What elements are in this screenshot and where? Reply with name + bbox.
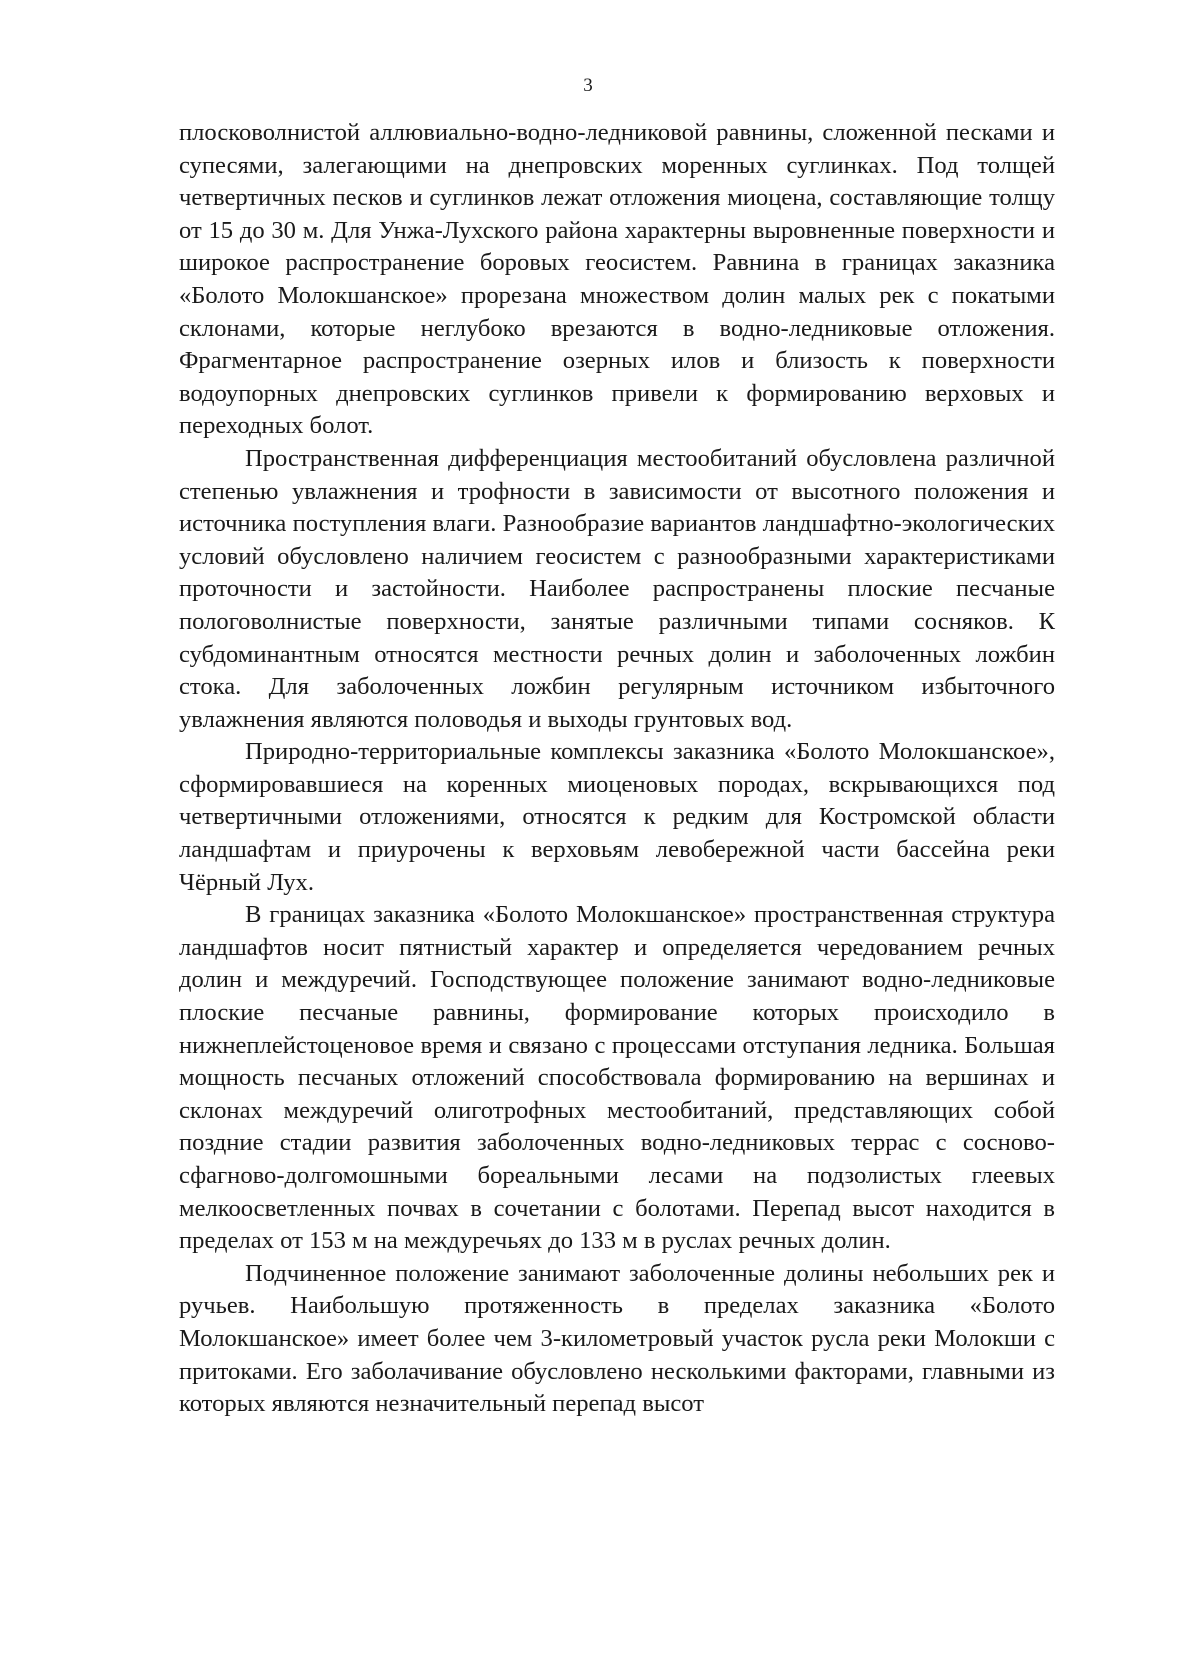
body-text <box>179 117 1055 1421</box>
paragraph-5: Подчиненное положение занимают заболоченные долины небольших рек и ручьев. Наибольшую протяженность в пределах заказника «Болото Молокшанское» имеет более чем 3-километровый участок русла реки Молокши с притоками. Его заболачивание обусловлено несколькими факторами, главными из которых являются незначительный перепад высот <box>179 1259 1055 1418</box>
paragraph-2: Пространственная дифференциация местообитаний обусловлена различной степенью увлажнения и трофности в зависимости от высотного положения и источника поступления влаги. Разнообразие вариантов ландшафтно-экологических условий обусловлено наличием геосистем с разнообразными характеристиками проточности и застойности. Наиболее распространены плоские песчаные пологоволнистые поверхности, занятые различными типами сосняков. К субдоминантным относятся местности речных долин и заболоченных ложбин стока. Для заболоченных ложбин регулярным источником избыточного увлажнения являются половодья и выходы грунтовых вод. <box>179 444 1055 733</box>
page-number: 3 <box>583 75 593 96</box>
paragraph-3: Природно-территориальные комплексы заказника «Болото Молокшанское», сформировавшиеся на коренных миоценовых породах, вскрывающихся под четвертичными отложениями, относятся к редким для Костромской области ландшафтам и приурочены к верховьям левобережной части бассейна реки Чёрный Лух. <box>179 738 1055 896</box>
paragraph-4: В границах заказника «Болото Молокшанское» пространственная структура ландшафтов носит пятнистый характер и определяется чередованием речных долин и междуречий. Господствующее положение занимают водно-ледниковые плоские песчаные равнины, формирование которых происходило в нижнеплейстоценовое время и связано с процессами отступания ледника. Большая мощность песчаных отложений способствовала формированию на вершинах и склонах междуречий олиготрофных местообитаний, представляющих собой поздние стадии развития заболоченных водно-ледниковых террас с сосново-сфагново-долгомошными бореальными лесами на подзолистых глеевых мелкоосветленных почвах в сочетании с болотами. Перепад высот находится в пределах от 153 м на междуречьях до 133 м в руслах речных долин. <box>179 901 1055 1255</box>
paragraph-1: плосковолнистой аллювиально-водно-ледниковой равнины, сложенной песками и супесями, залегающими на днепровских моренных суглинках. Под толщей четвертичных песков и суглинков лежат отложения миоцена, составляющие толщу от 15 до 30 м. Для Унжа-Лухского района характерны выровненные поверхности и широкое распространение боровых геосистем. Равнина в границах заказника «Болото Молокшанское» прорезана множеством долин малых рек с покатыми склонами, которые неглубоко врезаются в водно-ледниковые отложения. Фрагментарное распространение озерных илов и близость к поверхности водоупорных днепровских суглинков привели к формированию верховых и переходных болот. <box>179 119 1055 440</box>
